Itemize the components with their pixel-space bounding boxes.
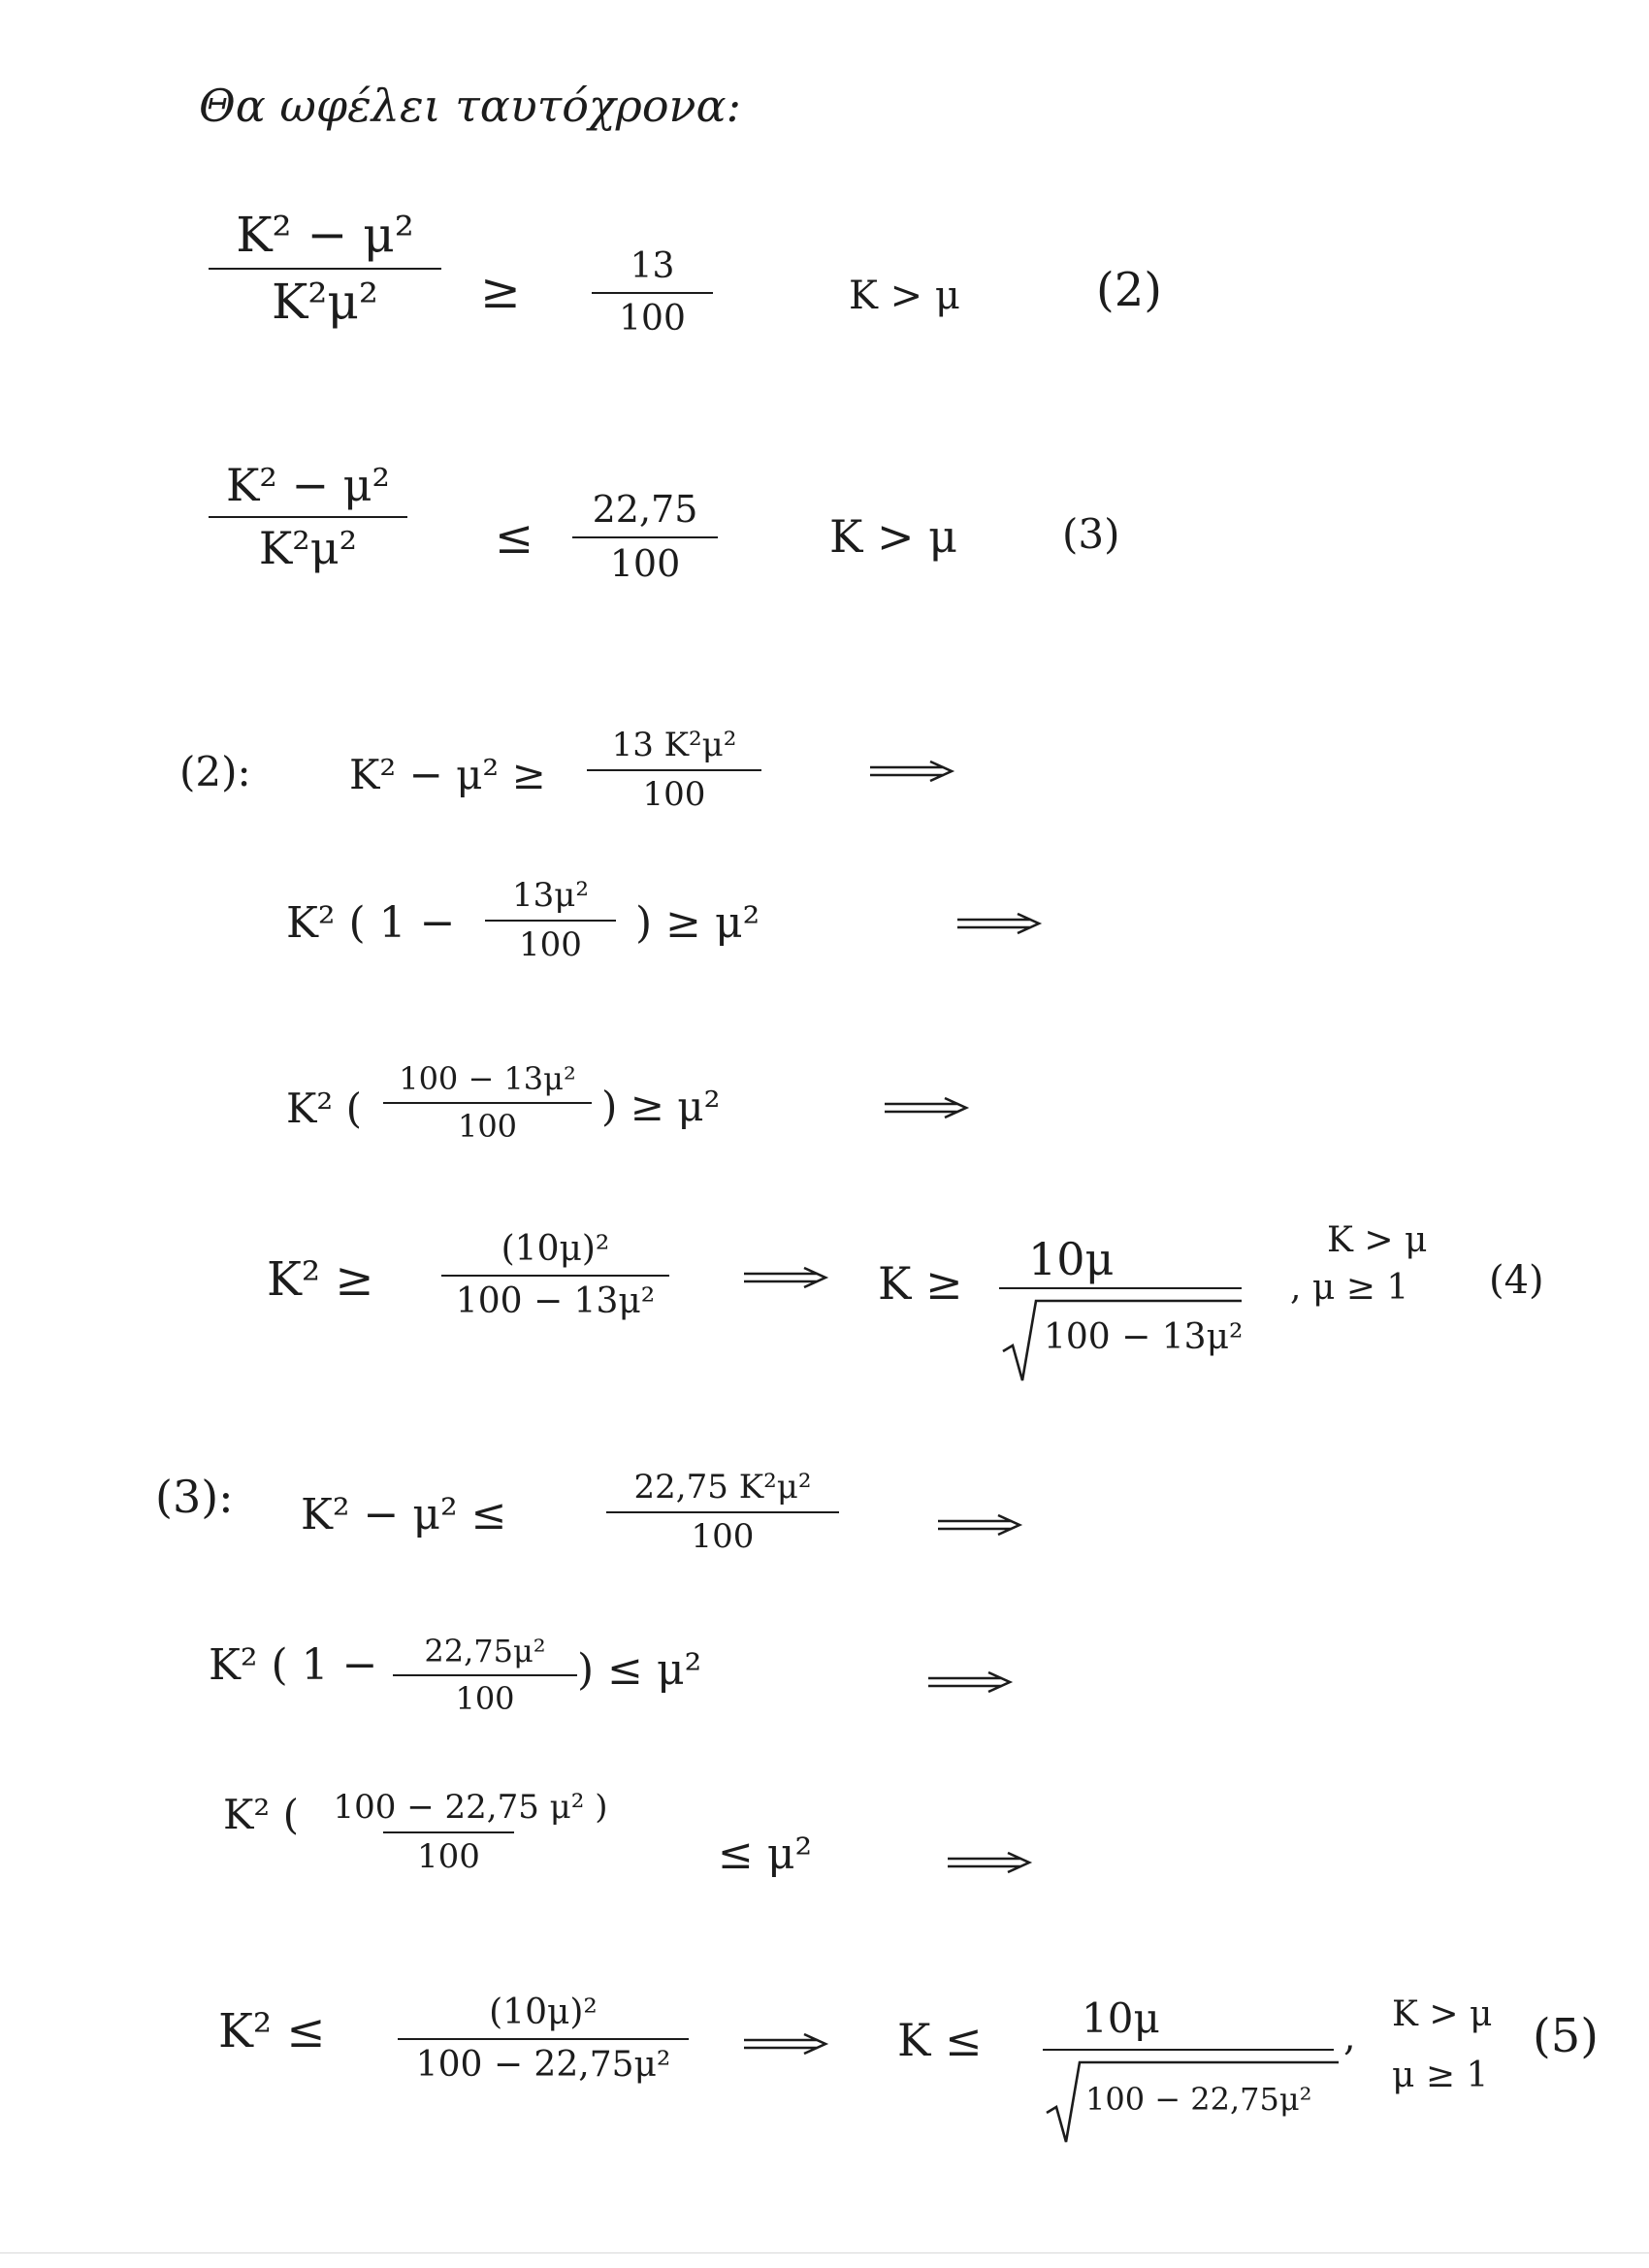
implies-arrow-icon [946,1851,1033,1874]
deriv2-step1-numerator: 13 K²μ² [611,726,737,764]
deriv3-conditions [1392,1984,1492,2106]
fraction-bar [606,1511,839,1513]
deriv2-step1-fraction [587,728,761,814]
deriv2-step2-denominator: 100 [519,925,582,965]
ineq2-rhs-denominator: 100 [619,298,686,339]
deriv3-condition-1: K > μ [1392,1994,1493,2034]
ineq2-rhs-numerator: 13 [630,246,675,286]
ineq3-operator: ≤ [495,510,534,565]
implies-arrow-icon [936,1513,1023,1537]
deriv2-tag: (4) [1489,1258,1544,1303]
sqrt-radical-icon [1043,2058,1339,2146]
heading: Θα ωφέλει ταυτόχρονα: [199,80,742,132]
ineq2-rhs-fraction [592,247,713,338]
deriv3-step4-mid: K ≤ [897,2014,983,2066]
deriv3-step1-fraction [606,1470,839,1556]
deriv2-step4-numerator: (10μ)² [501,1229,610,1269]
ineq3-tag: (3) [1062,510,1120,558]
implies-arrow-icon [883,1096,970,1119]
deriv3-step4-numerator: (10μ)² [489,1993,598,2032]
deriv2-step1-denominator: 100 [642,775,706,815]
fraction-bar [592,292,713,294]
ineq2-lhs-fraction [209,209,441,329]
deriv3-step2-prefix: K² ( 1 − [209,1640,378,1690]
implies-arrow-icon [868,760,955,783]
deriv3-step2-fraction [393,1635,577,1716]
ineq3-denominator: K²μ² [258,521,358,574]
implies-arrow-icon [742,2032,829,2056]
ineq2-numerator: K² − μ² [236,207,414,263]
deriv2-label: (2): [179,748,251,795]
deriv3-step2-suffix: ) ≤ μ² [577,1645,702,1695]
deriv3-comma: , [1343,2015,1356,2059]
deriv3-step4-denominator: 100 − 22,75μ² [415,2044,671,2085]
ineq3-condition: K > μ [829,510,958,563]
deriv2-step3-denominator: 100 [457,1108,518,1146]
deriv2-step1-lhs: K² − μ² ≥ [349,751,546,798]
ineq2-tag: (2) [1096,263,1162,317]
deriv3-step3-fraction [320,1790,621,1876]
fraction-bar [572,536,718,538]
fraction-bar [1043,2049,1334,2051]
sqrt-radical-icon [999,1297,1242,1384]
deriv2-sqrt-numerator: 10μ [1028,1233,1115,1285]
deriv3-step1-numerator: 22,75 K²μ² [633,1468,812,1507]
deriv3-step3-suffix: ≤ μ² [718,1830,813,1879]
deriv3-condition-2: μ ≥ 1 [1392,2056,1489,2095]
implies-arrow-icon [926,1670,1014,1694]
fraction-bar [209,268,441,270]
deriv3-sqrt-radicand: 100 − 22,75μ² [1085,2081,1312,2118]
ineq2-condition: K > μ [849,274,960,318]
fraction-bar [393,1674,577,1676]
deriv3-step2-numerator: 22,75μ² [424,1633,546,1669]
ineq2-denominator: K²μ² [272,274,378,330]
fraction-bar [209,516,407,518]
ineq3-rhs-denominator: 100 [609,541,681,585]
deriv2-step4-mid: K ≥ [878,1257,963,1310]
fraction-bar [383,1102,592,1104]
deriv3-step4-fraction [398,1993,689,2084]
fraction-bar [485,920,616,922]
deriv2-step3-suffix: ) ≥ μ² [601,1083,721,1130]
deriv3-step2-denominator: 100 [455,1680,515,1718]
ineq3-lhs-fraction [209,461,407,572]
deriv2-step2-numerator: 13μ² [512,876,589,915]
deriv3-step3-numerator: 100 − 22,75 μ² ) [333,1788,608,1827]
ineq3-numerator: K² − μ² [226,459,390,511]
deriv2-conditions [1290,1217,1427,1312]
ineq3-rhs-fraction [572,490,718,585]
deriv2-condition-1: K > μ [1327,1220,1428,1260]
fraction-bar [999,1287,1242,1289]
deriv2-sqrt-radicand: 100 − 13μ² [1044,1317,1244,1357]
deriv2-step4-fraction [441,1230,669,1320]
ineq2-operator: ≥ [480,263,521,319]
deriv2-step3-prefix: K² ( [286,1085,362,1132]
deriv2-step4-denominator: 100 − 13μ² [455,1280,656,1321]
implies-arrow-icon [742,1266,829,1289]
deriv3-step3-prefix: K² ( [223,1791,299,1838]
implies-arrow-icon [955,912,1043,935]
deriv3-label: (3): [155,1471,234,1523]
deriv2-step2-prefix: K² ( 1 − [286,898,456,948]
deriv3-step4-lhs: K² ≤ [218,2004,326,2058]
deriv3-step3-denominator: 100 [417,1837,480,1877]
deriv3-sqrt-numerator: 10μ [1082,1994,1160,2042]
fraction-bar [441,1275,669,1277]
ineq3-rhs-numerator: 22,75 [592,488,698,531]
fraction-bar [398,2038,689,2040]
deriv2-step3-numerator: 100 − 13μ² [399,1060,576,1097]
page-edge [0,2252,1649,2253]
deriv3-step1-lhs: K² − μ² ≤ [301,1490,507,1539]
fraction-bar [383,1831,514,1833]
fraction-bar [587,769,761,771]
deriv2-step3-fraction [383,1062,592,1144]
deriv2-step4-lhs: K² ≥ [267,1252,374,1307]
deriv2-step2-suffix: ) ≥ μ² [635,898,760,948]
deriv3-tag: (5) [1533,2009,1599,2063]
deriv3-step1-denominator: 100 [691,1517,755,1557]
deriv2-step2-fraction [485,878,616,964]
deriv2-condition-2: , μ ≥ 1 [1290,1267,1409,1308]
